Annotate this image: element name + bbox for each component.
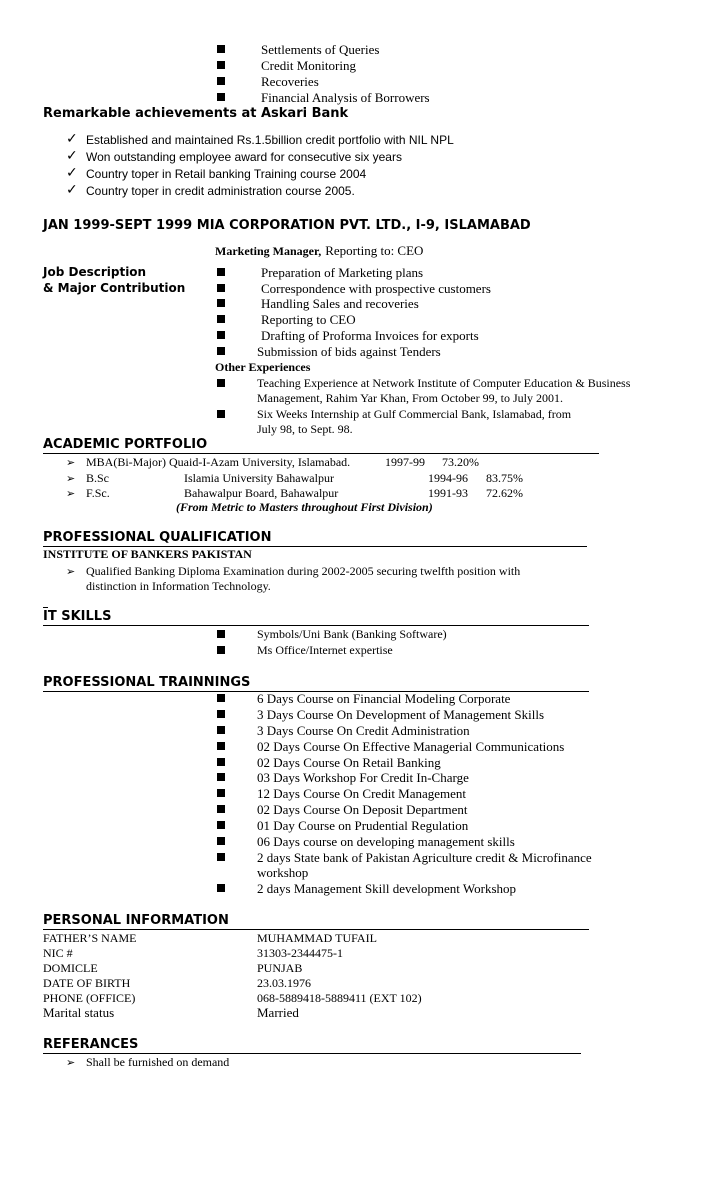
institution: Bahawalpur Board, Bahawalpur <box>184 486 339 500</box>
field-label: Marital status <box>43 1005 115 1020</box>
square-bullet-icon <box>217 77 225 85</box>
field-label: NIC # <box>43 946 73 960</box>
it-heading: IT SKILLS <box>43 609 112 624</box>
square-bullet-icon <box>217 630 225 638</box>
checkmark-icon: ✓ <box>66 131 78 147</box>
square-bullet-icon <box>217 742 225 750</box>
square-bullet-icon <box>217 93 225 101</box>
arrow-bullet-icon: ➢ <box>66 487 76 500</box>
square-bullet-icon <box>217 284 225 292</box>
list-item: 03 Days Workshop For Credit In-Charge <box>257 770 469 785</box>
field-value: MUHAMMAD TUFAIL <box>257 931 377 945</box>
role-line <box>215 242 423 260</box>
list-item: Correspondence with prospective customers <box>261 281 491 296</box>
academic-heading: ACADEMIC PORTFOLIO <box>43 437 208 452</box>
list-item: Credit Monitoring <box>261 58 356 73</box>
list-item: Established and maintained Rs.1.5billion credit portfolio with NIL NPL <box>86 133 454 147</box>
section-rule <box>43 929 589 930</box>
arrow-bullet-icon: ➢ <box>66 456 76 469</box>
achievements-heading: Remarkable achievements at Askari Bank <box>43 106 349 121</box>
checkmark-icon: ✓ <box>66 148 78 164</box>
trainings-heading: PROFESSIONAL TRAINNINGS <box>43 675 251 690</box>
other-experience-line: Teaching Experience at Network Institute of Computer Education & Business <box>257 376 631 390</box>
degree: F.Sc. <box>86 486 110 500</box>
list-item-continued: workshop <box>257 865 309 880</box>
list-item: Handling Sales and recoveries <box>261 296 419 311</box>
institution: Islamia University Bahawalpur <box>184 471 334 485</box>
arrow-bullet-icon: ➢ <box>66 565 76 578</box>
references-heading: REFERANCES <box>43 1037 139 1052</box>
square-bullet-icon <box>217 726 225 734</box>
list-item: 12 Days Course On Credit Management <box>257 786 467 801</box>
other-experience-line: July 98, to Sept. 98. <box>257 422 353 436</box>
list-item: Preparation of Marketing plans <box>261 265 424 280</box>
square-bullet-icon <box>217 347 225 355</box>
list-item: Reporting to CEO <box>261 312 356 327</box>
list-item: Recoveries <box>261 74 319 89</box>
list-item: Drafting of Proforma Invoices for exports <box>261 328 479 343</box>
list-item: 02 Days Course On Effective Managerial Communications <box>257 739 565 754</box>
reporting-to: Reporting to: CEO <box>325 243 424 258</box>
list-item: Financial Analysis of Borrowers <box>261 90 430 105</box>
score: 83.75% <box>486 471 523 485</box>
list-item: Won outstanding employee award for consecutive six years <box>86 150 402 164</box>
field-value: Married <box>257 1005 299 1020</box>
square-bullet-icon <box>217 758 225 766</box>
personal-heading: PERSONAL INFORMATION <box>43 913 229 928</box>
square-bullet-icon <box>217 853 225 861</box>
square-bullet-icon <box>217 821 225 829</box>
other-experience-line: Management, Rahim Yar Khan, From October 99, to July 2001. <box>257 391 563 405</box>
square-bullet-icon <box>217 410 225 418</box>
square-bullet-icon <box>217 710 225 718</box>
square-bullet-icon <box>217 268 225 276</box>
field-value: 31303-2344475-1 <box>257 946 343 960</box>
checkmark-icon: ✓ <box>66 182 78 198</box>
list-item: Ms Office/Internet expertise <box>257 643 393 657</box>
field-label: DOMICLE <box>43 961 98 975</box>
list-item: Settlements of Queries <box>261 42 380 57</box>
score: 73.20% <box>442 455 479 469</box>
stray-underscore <box>43 607 48 608</box>
years: 1991-93 <box>428 486 468 500</box>
square-bullet-icon <box>217 805 225 813</box>
square-bullet-icon <box>217 789 225 797</box>
years: 1997-99 <box>385 455 425 469</box>
field-label: DATE OF BIRTH <box>43 976 131 990</box>
list-item: 06 Days course on developing management skills <box>257 834 515 849</box>
jd-label-line1: Job Description <box>43 265 147 279</box>
square-bullet-icon <box>217 379 225 387</box>
degree: B.Sc <box>86 471 110 485</box>
list-item: Country toper in Retail banking Training course 2004 <box>86 167 367 181</box>
list-item: 01 Day Course on Prudential Regulation <box>257 818 469 833</box>
field-label: PHONE (OFFICE) <box>43 991 136 1005</box>
qualification-line: Qualified Banking Diploma Examination during 2002-2005 securing twelfth position with <box>86 564 521 578</box>
other-experience-line: Six Weeks Internship at Gulf Commercial Bank, Islamabad, from <box>257 407 572 421</box>
field-value: 23.03.1976 <box>257 976 311 990</box>
square-bullet-icon <box>217 837 225 845</box>
references-text: Shall be furnished on demand <box>86 1055 230 1069</box>
institute-name: INSTITUTE OF BANKERS PAKISTAN <box>43 547 252 561</box>
qualification-line: distinction in Information Technology. <box>86 579 271 593</box>
checkmark-icon: ✓ <box>66 165 78 181</box>
field-value: 068-5889418-5889411 (EXT 102) <box>257 991 422 1005</box>
square-bullet-icon <box>217 773 225 781</box>
years: 1994-96 <box>428 471 468 485</box>
degree: MBA(Bi-Major) Quaid-I-Azam University, Islamabad. <box>86 455 351 469</box>
square-bullet-icon <box>217 646 225 654</box>
list-item: 3 Days Course On Credit Administration <box>257 723 470 738</box>
square-bullet-icon <box>217 331 225 339</box>
score: 72.62% <box>486 486 523 500</box>
arrow-bullet-icon: ➢ <box>66 1056 76 1069</box>
section-rule <box>43 625 589 626</box>
square-bullet-icon <box>217 694 225 702</box>
square-bullet-icon <box>217 299 225 307</box>
list-item: Submission of bids against Tenders <box>257 344 441 359</box>
field-value: PUNJAB <box>257 961 303 975</box>
list-item: Country toper in credit administration course 2005. <box>86 184 355 198</box>
square-bullet-icon <box>217 884 225 892</box>
section-rule <box>43 453 599 454</box>
section-rule <box>43 1053 581 1054</box>
role-title: Marketing Manager, <box>215 244 322 258</box>
professional-heading: PROFESSIONAL QUALIFICATION <box>43 530 272 545</box>
list-item: Symbols/Uni Bank (Banking Software) <box>257 627 447 641</box>
square-bullet-icon <box>217 61 225 69</box>
other-experiences-heading: Other Experiences <box>215 360 311 374</box>
list-item: 3 Days Course On Development of Management Skills <box>257 707 545 722</box>
list-item: 2 days State bank of Pakistan Agriculture credit & Microfinance <box>257 850 592 865</box>
mia-heading: JAN 1999-SEPT 1999 MIA CORPORATION PVT. LTD., I-9, ISLAMABAD <box>43 218 531 233</box>
field-label: FATHER’S NAME <box>43 931 137 945</box>
arrow-bullet-icon: ➢ <box>66 472 76 485</box>
list-item: 2 days Management Skill development Workshop <box>257 881 517 896</box>
academic-note: (From Metric to Masters throughout First Division) <box>176 500 433 514</box>
list-item: 02 Days Course On Deposit Department <box>257 802 468 817</box>
list-item: 6 Days Course on Financial Modeling Corporate <box>257 691 511 706</box>
list-item: 02 Days Course On Retail Banking <box>257 755 441 770</box>
square-bullet-icon <box>217 315 225 323</box>
jd-label-line2: & Major Contribution <box>43 281 186 295</box>
square-bullet-icon <box>217 45 225 53</box>
